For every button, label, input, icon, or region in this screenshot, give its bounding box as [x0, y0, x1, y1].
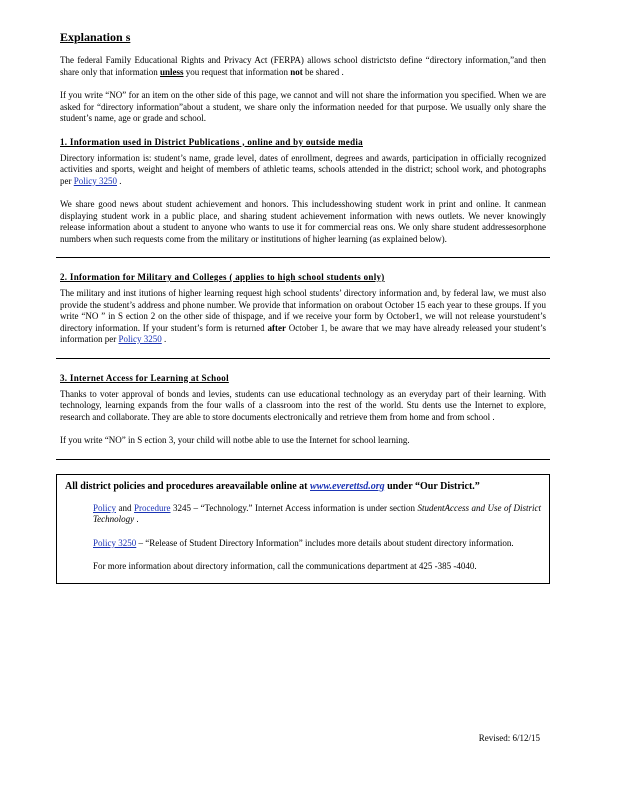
section-1-paragraph-1: Directory information is: student’s name, grade level, dates of enrollment, degrees and awards, participation in officially recognized activities and sports, weight and height of members of athletic teams, schools attended in the district; school work, and photographs per Policy 3250 .	[60, 152, 546, 186]
divider	[56, 459, 550, 460]
policies-box	[56, 474, 550, 584]
intro-paragraph-2: If you write “NO” for an item on the other side of this page, we cannot and will not share the information you specified. When we are asked for “directory information”about a student, we share only the information needed for that purpose. We usually only share the student’s name, age or grade and school.	[60, 90, 546, 123]
document-page	[60, 30, 546, 584]
section-3-heading: 3. Internet Access for Learning at School	[60, 372, 229, 383]
procedure-link[interactable]: Procedure	[134, 502, 171, 513]
bullet-icon	[65, 561, 93, 573]
district-website-link[interactable]: www.everettsd.org	[310, 480, 385, 492]
emphasis-unless: unless	[159, 66, 184, 77]
emphasis-after: after	[267, 322, 286, 333]
section-2-heading: 2. Information for Military and Colleges ( applies to high school students only)	[60, 272, 385, 282]
divider	[56, 257, 550, 258]
bullet-icon	[65, 538, 93, 550]
section-3-paragraph-2: If you write “NO” in S ection 3, your child will notbe able to use the Internet for school learning.	[60, 435, 410, 445]
revised-date: Revised: 6/12/15	[478, 733, 540, 743]
policy-3250-link[interactable]: Policy 3250	[93, 537, 137, 548]
policy-link[interactable]: Policy	[93, 502, 117, 513]
section-3-paragraph-1: Thanks to voter approval of bonds and levies, students can use educational technology as an everyday part of their learning. With technology, learning expands from the four walls of a classroom into the rest of the world. Stu dents use the Internet to explore, research and collaborate. They are able to store documents electronically and retrieve them from home and from school .	[60, 388, 546, 422]
section-1-paragraph-2: We share good news about student achievement and honors. This includesshowing student work in print and online. It canmean displaying student work in a public place, and sharing student achievement information with news outlets. We never knowingly release information about a student to anyone who wants to use it for commercial reas ons. We only share student addressesorphone numbers when such requests come from the military or institutions of higher learning (as explained below).	[60, 199, 546, 244]
policy-3250-link[interactable]: Policy 3250	[73, 175, 118, 186]
list-item: Policy 3250 – “Release of Student Directory Information” includes more details about student directory information.	[65, 538, 541, 550]
list-item: For more information about directory information, call the communications department at 425 -385 -4040.	[65, 561, 541, 573]
divider	[56, 358, 550, 359]
section-2-paragraph: The military and inst itutions of higher learning request high school students’ directory information and, by federal law, we must also provide the student’s address and phone number. We provide that information on orabout October 15 each year to these groups. If you write “NO ” in S ection 2 on the other side of thispage, and if we receive your form by October1, we will not release yourstudent’s directory information. If your student’s form is returned after October 1, be aware that we may have already released your student’s information per Policy 3250 .	[60, 288, 546, 344]
policies-box-heading: All district policies and procedures areavailable online at www.everettsd.org under “Our District.”	[65, 480, 480, 492]
page-title: Explanation s	[60, 30, 131, 44]
policy-3250-link[interactable]: Policy 3250	[118, 334, 162, 344]
bullet-icon	[65, 503, 93, 526]
list-item: Policy and Procedure 3245 – “Technology.” Internet Access information is under section StudentAccess and Use of District Technology .	[65, 503, 541, 526]
section-1-heading: 1. Information used in District Publications , online and by outside media	[60, 136, 363, 147]
emphasis-not: not	[290, 66, 303, 77]
intro-paragraph-1: The federal Family Educational Rights and Privacy Act (FERPA) allows school districtsto define “directory information,”and then share only that information unless you request that information not be shared .	[60, 55, 546, 77]
